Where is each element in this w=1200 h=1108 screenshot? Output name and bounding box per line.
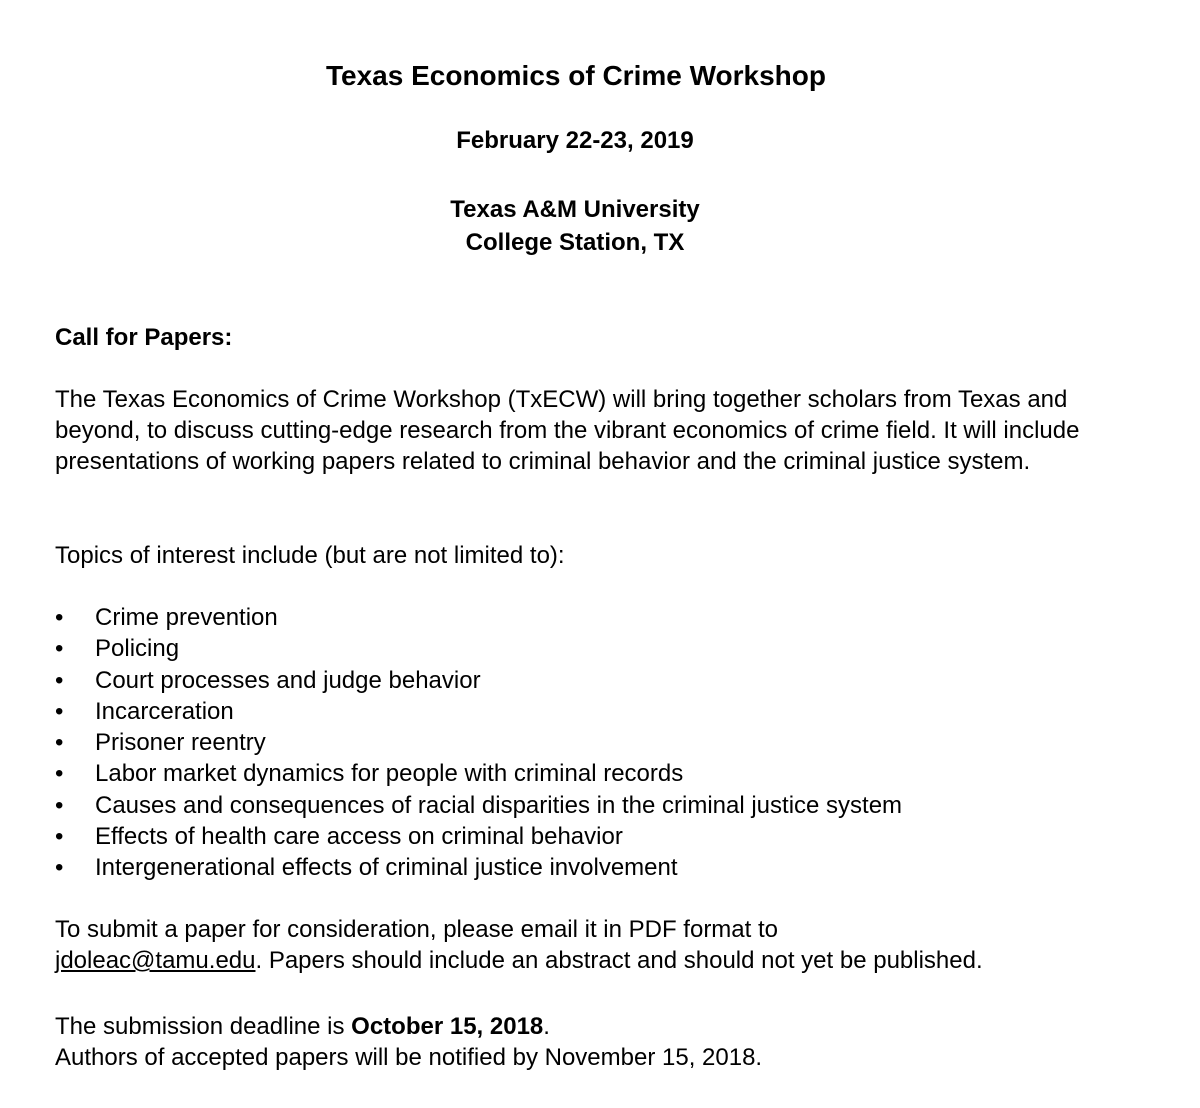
venue-university: Texas A&M University — [450, 196, 700, 223]
bullet-icon: • — [55, 791, 64, 819]
submission-paragraph — [55, 914, 1145, 976]
deadline-date: October 15, 2018 — [351, 1013, 544, 1040]
bullet-icon: • — [55, 666, 64, 694]
topic-text: Court processes and judge behavior — [95, 666, 481, 694]
list-item — [55, 790, 902, 821]
deadline-text-after: . — [543, 1013, 550, 1040]
bullet-icon: • — [55, 854, 64, 881]
submission-text-after: . Papers should include an abstract and should not yet be published. — [255, 947, 983, 974]
intro-paragraph: The Texas Economics of Crime Workshop (TxECW) will bring together scholars from Texas and beyond, to discuss cutting-edge research from the vibrant economics of crime field. It will include presentations of working papers related to criminal behavior and the criminal justice system. — [55, 386, 1080, 475]
workshop-venue — [0, 193, 1150, 259]
bullet-icon: • — [55, 822, 64, 850]
topics-intro-text: Topics of interest include (but are not limited to): — [55, 542, 565, 569]
deadline-paragraph — [55, 1011, 1145, 1073]
bullet-icon: • — [55, 760, 64, 788]
topic-text: Prisoner reentry — [95, 729, 266, 756]
list-item — [55, 602, 902, 633]
list-item — [55, 633, 902, 664]
topic-text: Policing — [95, 635, 180, 663]
deadline-text-before: The submission deadline is — [55, 1013, 352, 1040]
list-item — [55, 696, 902, 727]
workshop-title: Texas Economics of Crime Workshop — [326, 60, 826, 91]
workshop-date: February 22-23, 2019 — [456, 127, 694, 154]
call-for-papers-heading: Call for Papers: — [55, 324, 233, 351]
topic-text: Labor market dynamics for people with criminal records — [95, 760, 684, 788]
bullet-icon: • — [55, 697, 64, 725]
email-link[interactable]: jdoleac@tamu.edu — [55, 947, 256, 974]
list-item — [55, 665, 902, 696]
list-item — [55, 727, 902, 758]
topic-text: Crime prevention — [95, 604, 278, 631]
list-item — [55, 758, 902, 789]
notification-text: Authors of accepted papers will be notified by November 15, 2018. — [55, 1044, 763, 1071]
topics-list — [55, 602, 902, 883]
submission-text-before: To submit a paper for consideration, please email it in PDF format to — [55, 916, 778, 943]
topic-text: Effects of health care access on criminal behavior — [95, 822, 623, 850]
bullet-icon: • — [55, 729, 64, 756]
list-item — [55, 821, 902, 852]
topic-text: Incarceration — [95, 697, 234, 725]
bullet-icon: • — [55, 635, 64, 663]
venue-city: College Station, TX — [465, 229, 685, 256]
topic-text: Causes and consequences of racial disparities in the criminal justice system — [95, 791, 903, 819]
bullet-icon: • — [55, 604, 64, 631]
topic-text: Intergenerational effects of criminal justice involvement — [95, 854, 678, 881]
list-item — [55, 852, 902, 883]
